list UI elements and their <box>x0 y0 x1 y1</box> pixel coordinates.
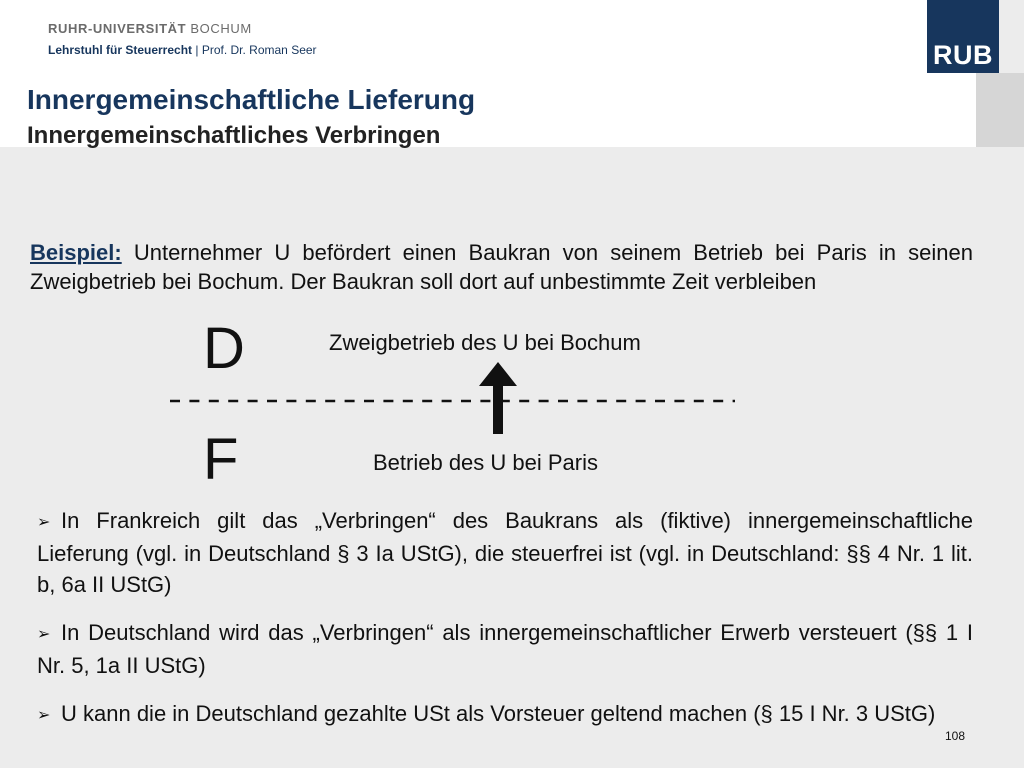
country-france: F <box>203 427 239 492</box>
bullet-list <box>37 505 973 748</box>
bullet-text: U kann die in Deutschland gezahlte USt als Vorsteuer geltend machen (§ 15 I Nr. 3 UStG) <box>61 701 936 726</box>
logo-side-bar <box>976 73 1024 147</box>
chair-name: Lehrstuhl für Steuerrecht <box>48 43 193 57</box>
university-name-bold: RUHR-UNIVERSITÄT <box>48 21 187 36</box>
arrow-bullet-icon: ➢ <box>37 626 51 643</box>
bullet-text: In Deutschland wird das „Verbringen“ als innergemeinschaftlicher Erwerb versteuert (§§ 1 I Nr. 5, 1a II UStG) <box>37 620 973 678</box>
bullet-text: In Frankreich gilt das „Verbringen“ des Baukrans als (fiktive) innergemeinschaftliche Lieferung (vgl. in Deutschland § 3 Ia UStG), die steuerfrei ist (vgl. in Deutschland: §§ 4 Nr. 1 lit. b, 6a II UStG) <box>37 508 973 597</box>
origin-label: Betrieb des U bei Paris <box>373 450 598 475</box>
professor-name: | Prof. Dr. Roman Seer <box>195 43 317 57</box>
example-text: Unternehmer U befördert einen Baukran von seinem Betrieb bei Paris in seinen Zweigbetrieb bei Bochum. Der Baukran soll dort auf unbestimmte Zeit verbleiben <box>30 240 973 294</box>
rub-logo <box>927 0 999 73</box>
bullet-item <box>37 617 973 681</box>
page-subtitle: Innergemeinschaftliches Verbringen <box>27 122 441 149</box>
arrow-bullet-icon: ➢ <box>37 707 51 724</box>
page-title: Innergemeinschaftliche Lieferung <box>27 84 476 115</box>
bullet-item <box>37 698 973 731</box>
example-paragraph <box>30 238 973 296</box>
border-line <box>168 393 737 409</box>
bullet-item <box>37 505 973 600</box>
country-germany: D <box>203 316 245 381</box>
arrow-bullet-icon: ➢ <box>37 514 51 531</box>
chair-line <box>48 43 317 57</box>
destination-label: Zweigbetrieb des U bei Bochum <box>329 330 641 355</box>
up-arrow-icon <box>478 362 518 434</box>
university-name-rest: BOCHUM <box>190 21 252 36</box>
page-number: 108 <box>945 729 966 743</box>
rub-logo-text: RUB <box>933 40 993 70</box>
example-label: Beispiel: <box>30 240 122 265</box>
university-name <box>48 21 252 36</box>
